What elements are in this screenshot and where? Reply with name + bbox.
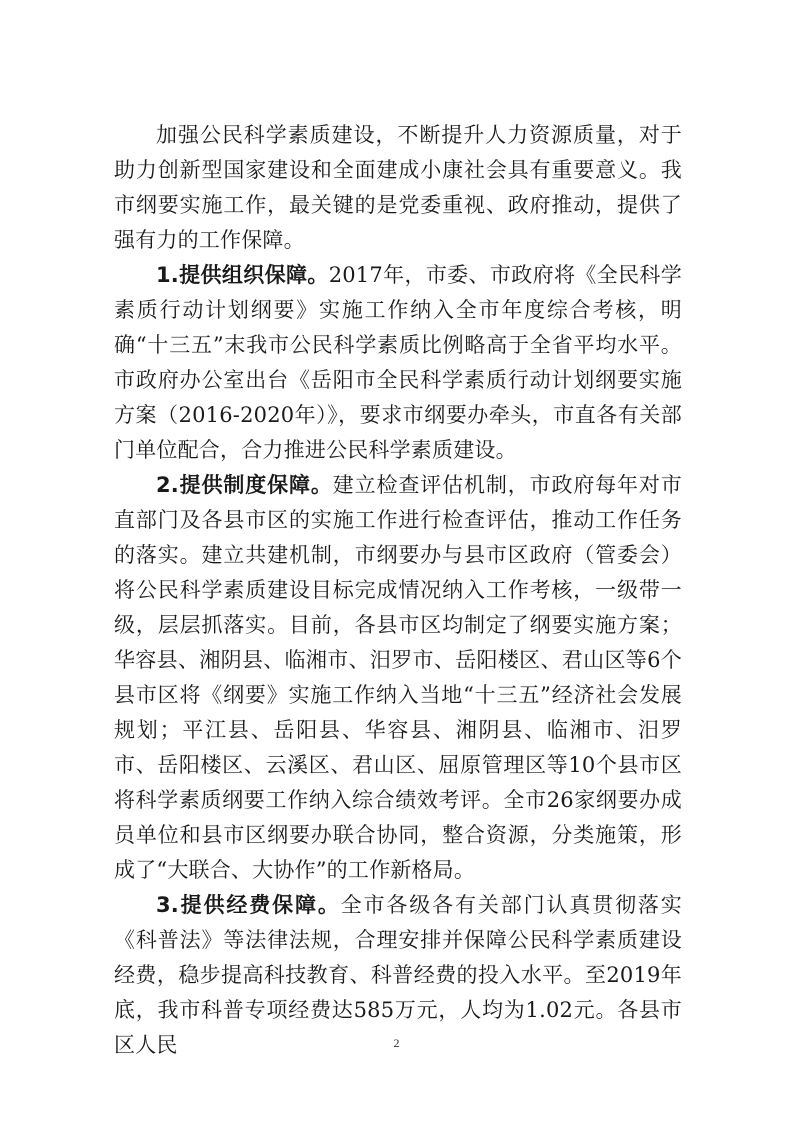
paragraph-text: 加强公民科学素质建设，不断提升人力资源质量，对于助力创新型国家建设和全面建成小康社会具有重要意义。我市纲要实施工作，最关键的是党委重视、政府推动，提供了强有力的工作保障。 bbox=[114, 123, 682, 252]
organization-guarantee-paragraph bbox=[114, 258, 682, 468]
system-guarantee-paragraph bbox=[114, 468, 682, 888]
paragraph-text: 2017年，市委、市政府将《全民科学素质行动计划纲要》实施工作纳入全市年度综合考核，明确“十三五”末我市公民科学素质比例略高于全省平均水平。市政府办公室出台《岳阳市全民科学素质行动计划纲要实施方案（2016-2020年）》，要求市纲要办牵头，市直各有关部门单位配合，合力推进公民科学素质建设。 bbox=[114, 263, 682, 462]
document-body bbox=[114, 118, 682, 1063]
intro-paragraph bbox=[114, 118, 682, 258]
page-number: 2 bbox=[393, 1036, 400, 1050]
paragraph-text: 全市各级各有关部门认真贯彻落实《科普法》等法律法规，合理安排并保障公民科学素质建设经费，稳步提高科技教育、科普经费的投入水平。至2019年底，我市科普专项经费达585万元，人均为1.02元。各县市区人民 bbox=[114, 893, 682, 1057]
paragraph-heading: 2.提供制度保障。 bbox=[156, 473, 333, 497]
paragraph-text: 建立检查评估机制，市政府每年对市直部门及各县市区的实施工作进行检查评估，推动工作任务的落实。建立共建机制，市纲要办与县市区政府（管委会）将公民科学素质建设目标完成情况纳入工作考核，一级带一级，层层抓落实。目前，各县市区均制定了纲要实施方案；华容县、湘阴县、临湘市、汨罗市、岳阳楼区、君山区等6个县市区将《纲要》实施工作纳入当地“十三五”经济社会发展规划；平江县、岳阳县、华容县、湘阴县、临湘市、汨罗市、岳阳楼区、云溪区、君山区、屈原管理区等10个县市区将科学素质纲要工作纳入综合绩效考评。全市26家纲要办成员单位和县市区纲要办联合协同，整合资源，分类施策，形成了“大联合、大协作”的工作新格局。 bbox=[114, 473, 682, 882]
paragraph-heading: 3.提供经费保障。 bbox=[156, 893, 341, 917]
paragraph-heading: 1.提供组织保障。 bbox=[156, 263, 329, 287]
